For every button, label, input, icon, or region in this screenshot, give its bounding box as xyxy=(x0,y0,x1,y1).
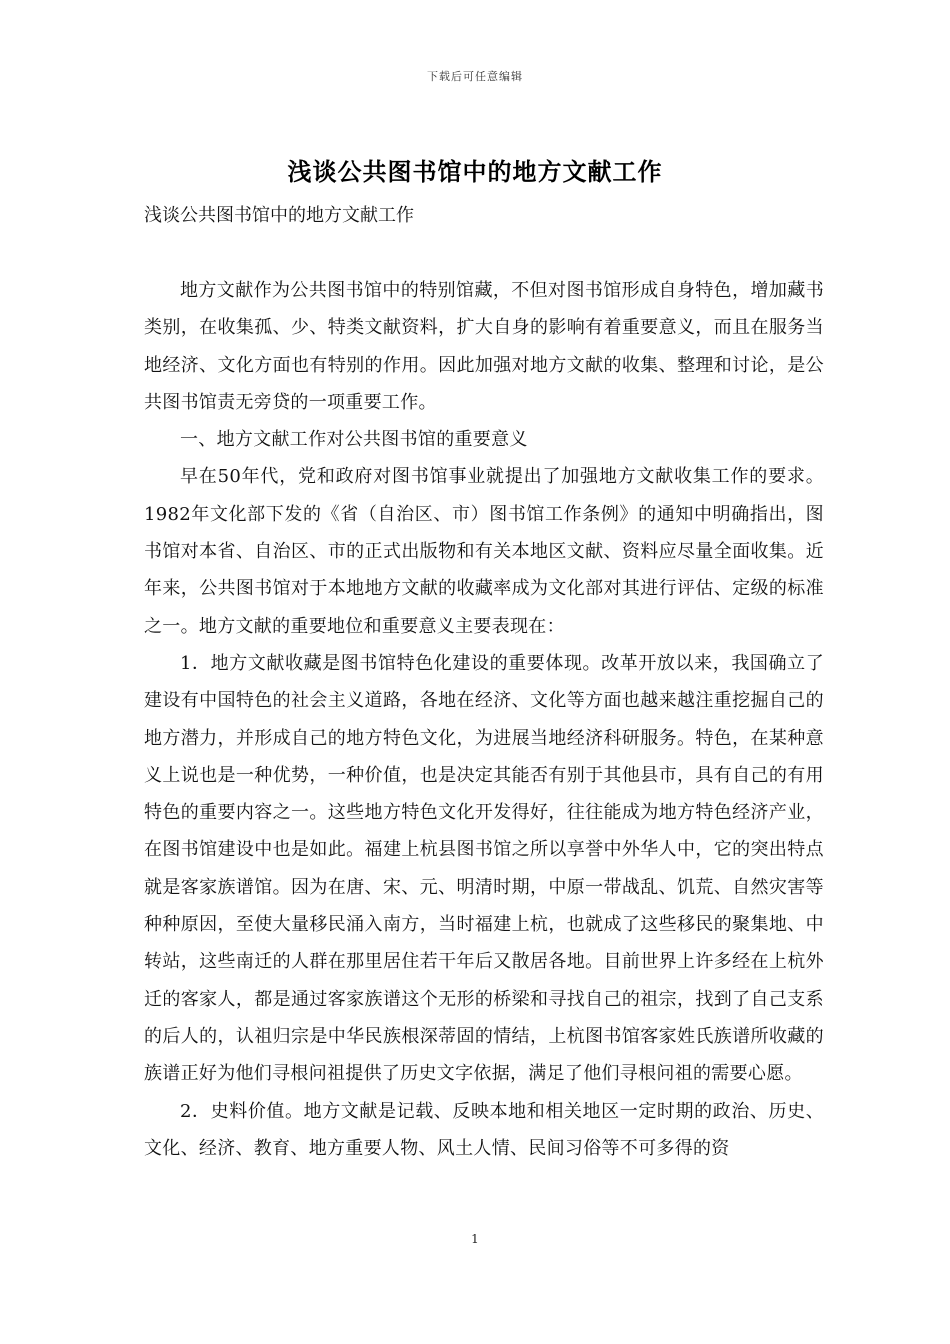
paragraph-history: 早在50年代，党和政府对图书馆事业就提出了加强地方文献收集工作的要求。1982年文化部下发的《省（自治区、市）图书馆工作条例》的通知中明确指出，图书馆对本省、自治区、市的正式出版物和有关本地区文献、资料应尽量全面收集。近年来，公共图书馆对于本地地方文献的收藏率成为文化部对其进行评估、定级的标准之一。地方文献的重要地位和重要意义主要表现在： xyxy=(144,466,824,637)
section-heading: 一、地方文献工作对公共图书馆的重要意义 xyxy=(180,429,528,451)
paragraph-point-1: 1．地方文献收藏是图书馆特色化建设的重要体现。改革开放以来，我国确立了建设有中国特色的社会主义道路，各地在经济、文化等方面也越来越注重挖掘自己的地方潜力，并形成自己的地方特色文化，为进展当地经济科研服务。特色，在某种意义上说也是一种优势，一种价值，也是决定其能否有别于其他县市，具有自己的有用特色的重要内容之一。这些地方特色文化开发得好，往往能成为地方特色经济产业，在图书馆建设中也是如此。福建上杭县图书馆之所以享誉中外华人中，它的突出特点就是客家族谱馆。因为在唐、宋、元、明清时期，中原一带战乱、饥荒、自然灾害等种种原因，至使大量移民涌入南方，当时福建上杭，也就成了这些移民的聚集地、中转站，这些南迁的人群在那里居住若干年后又散居各地。目前世界上许多经在上杭外迁的客家人，都是通过客家族谱这个无形的桥梁和寻找自己的祖宗，找到了自己支系的后人的，认祖归宗是中华民族根深蒂固的情结，上杭图书馆客家姓氏族谱所收藏的族谱正好为他们寻根问祖提供了历史文字依据，满足了他们寻根问祖的需要心愿。 xyxy=(144,652,824,1085)
document-subtitle: 浅谈公共图书馆中的地方文献工作 xyxy=(144,205,414,226)
document-title: 浅谈公共图书馆中的地方文献工作 xyxy=(287,157,663,186)
page-number: 1 xyxy=(471,1232,479,1246)
paragraph-point-2: 2．史料价值。地方文献是记载、反映本地和相关地区一定时期的政治、历史、文化、经济、教育、地方重要人物、风土人情、民间习俗等不可多得的资 xyxy=(144,1100,824,1159)
document-body xyxy=(144,272,824,1167)
header-note: 下载后可任意编辑 xyxy=(427,70,523,83)
paragraph-intro: 地方文献作为公共图书馆中的特别馆藏，不但对图书馆形成自身特色，增加藏书类别，在收集孤、少、特类文献资料，扩大自身的影响有着重要意义，而且在服务当地经济、文化方面也有特别的作用。因此加强对地方文献的收集、整理和讨论，是公共图书馆责无旁贷的一项重要工作。 xyxy=(144,280,824,413)
